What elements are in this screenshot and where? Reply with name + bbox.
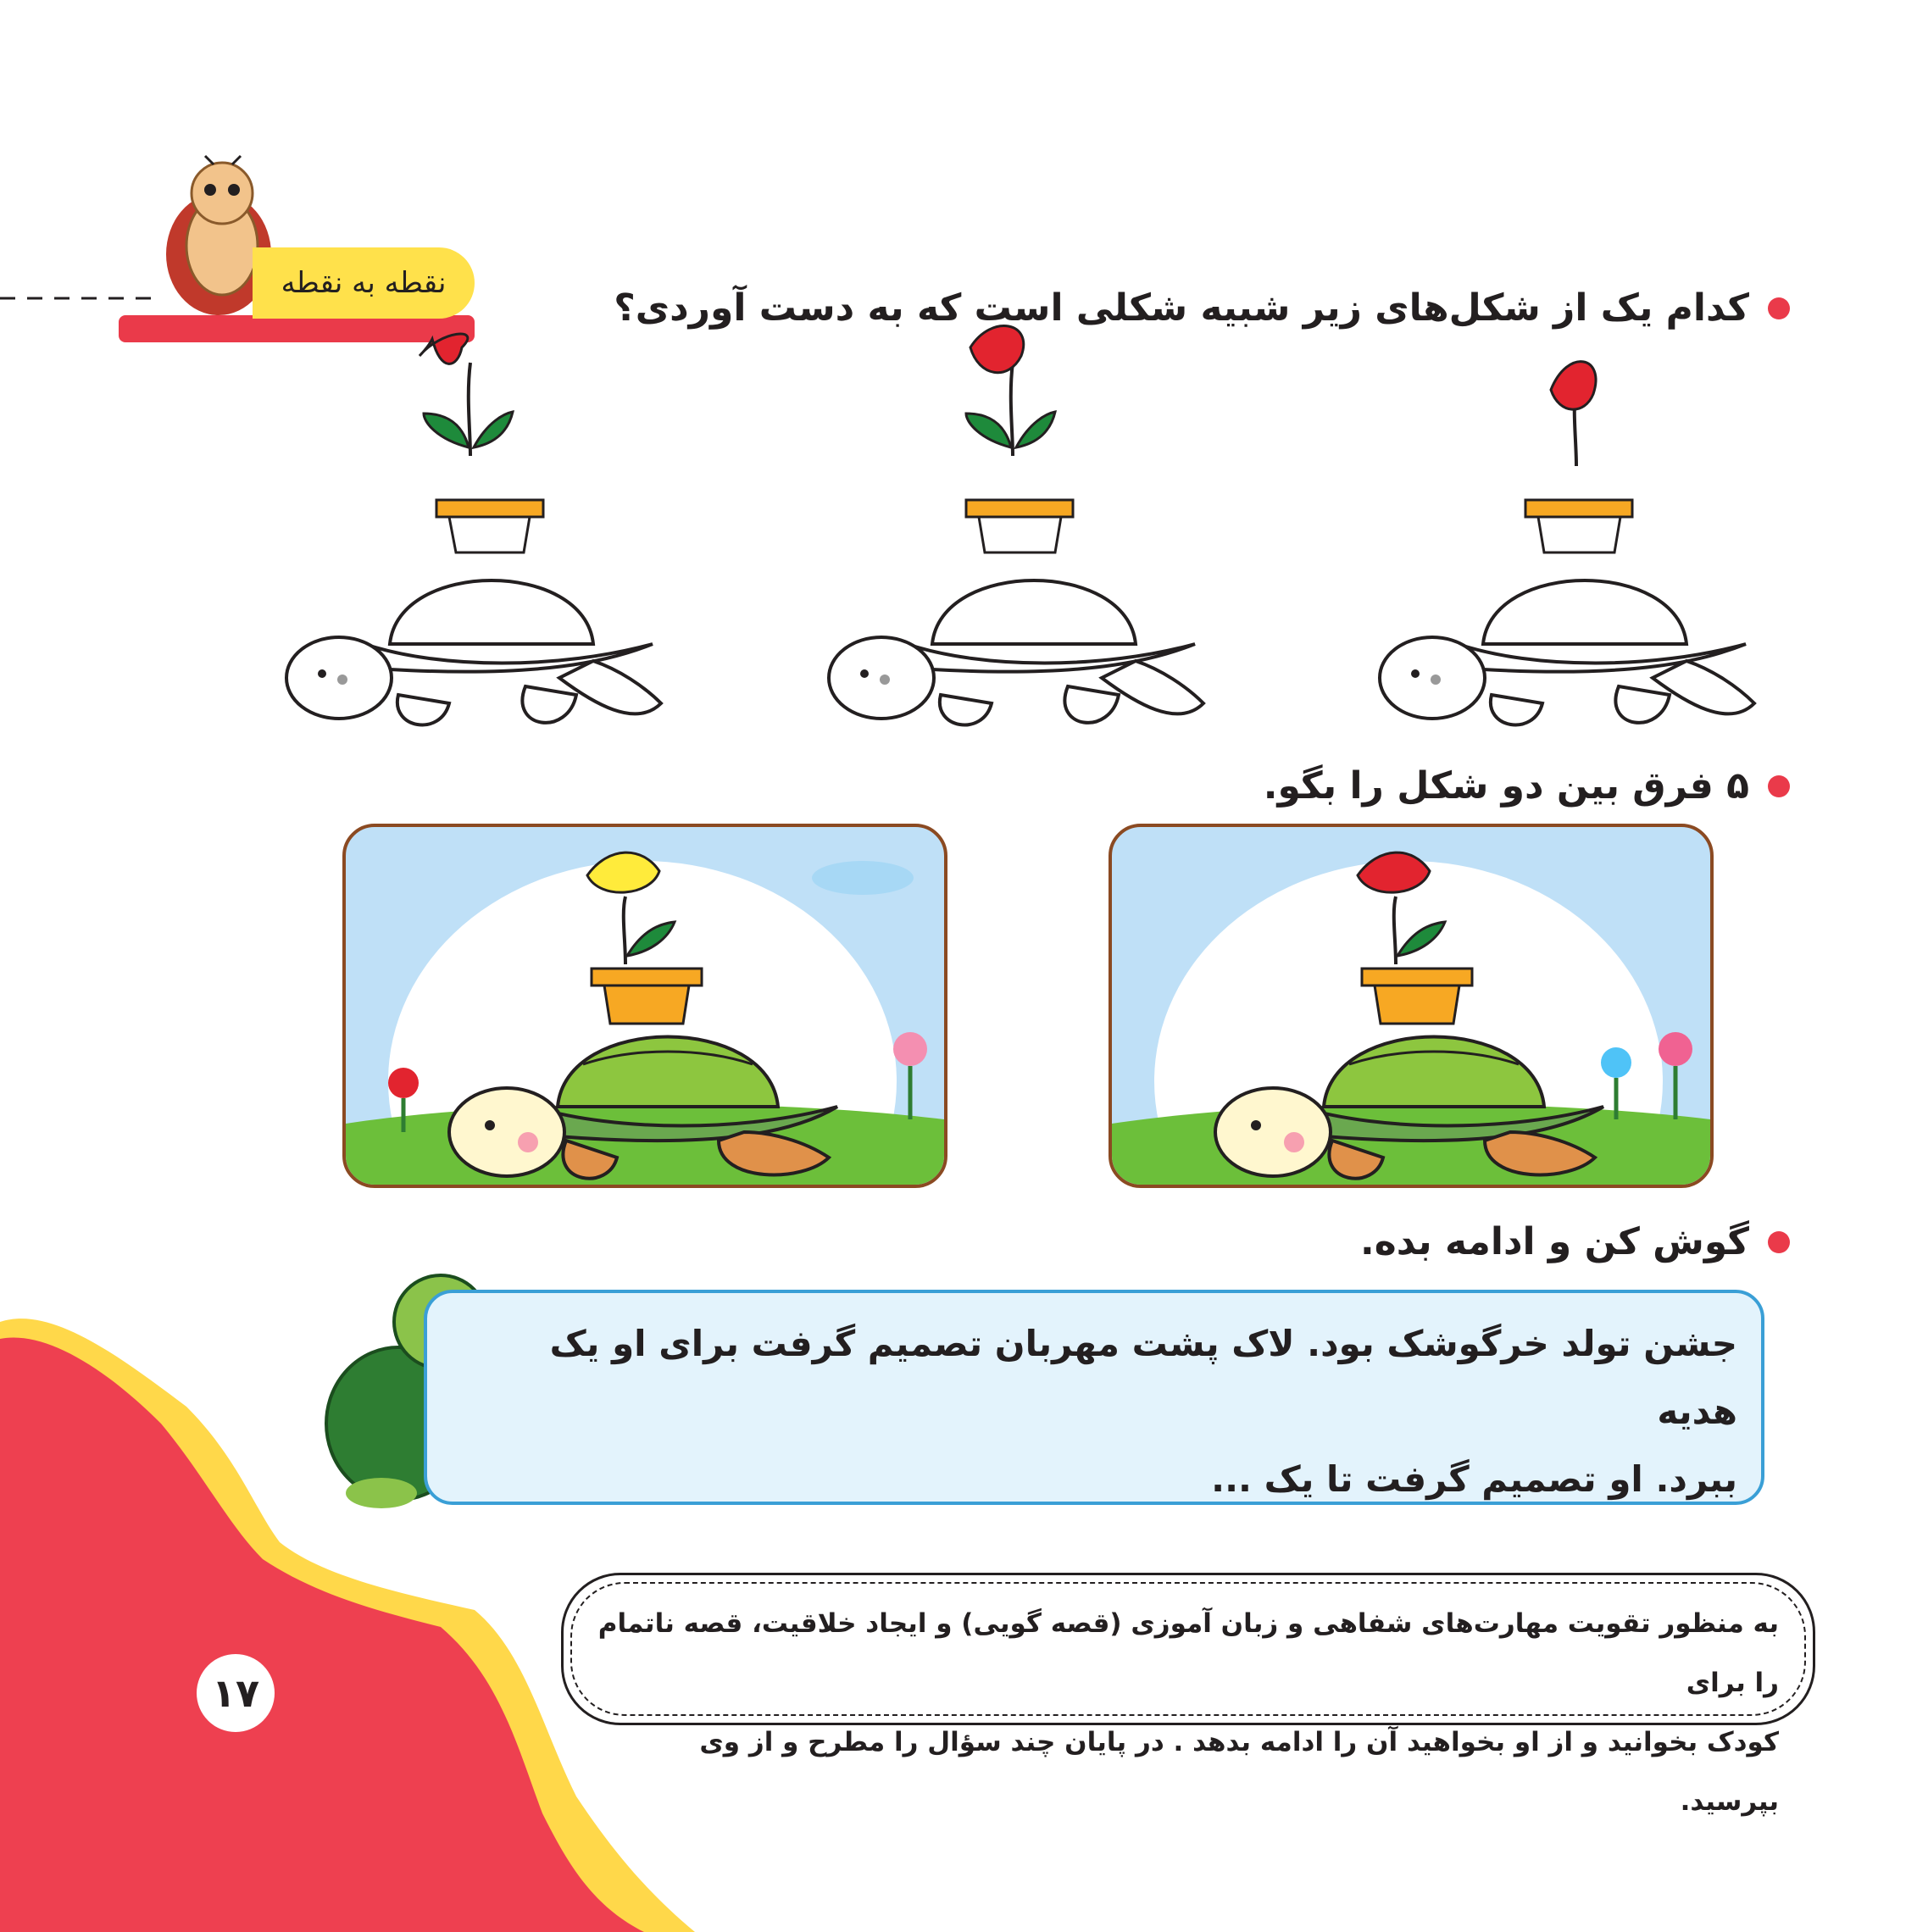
story-text <box>492 1310 1737 1513</box>
question-2 <box>1264 764 1790 808</box>
difference-picture-right <box>1109 824 1714 1188</box>
story-line-1: جشن تولد خرگوشک بود. لاک پشت مهربان تصمیم گرفت برای او یک هدیه <box>549 1323 1737 1432</box>
question-3-text: گوش کن و ادامه بده. <box>1360 1220 1749 1263</box>
parent-note-box <box>561 1573 1815 1817</box>
section-badge: نقطه به نقطه <box>253 247 475 319</box>
note-line-1: به منظور تقویت مهارت‌های شفاهی و زبان آموزی (قصه گویی) و ایجاد خلاقیت، قصه ناتمام را برای <box>597 1608 1779 1698</box>
story-box <box>424 1290 1764 1505</box>
question-1-text: کدام یک از شکل‌های زیر شبیه شکلی است که به دست آوردی؟ <box>614 286 1749 330</box>
story-line-2: ببرد. او تصمیم گرفت تا یک ... <box>1211 1458 1737 1500</box>
note-line-2: کودک بخوانید و از او بخواهید آن را ادامه بدهد . در پایان چند سؤال را مطرح و از وی بپرسید. <box>699 1727 1779 1817</box>
bullet-dot-icon <box>1768 1231 1790 1253</box>
turtle-scene-left <box>346 827 944 1185</box>
bullet-dot-icon <box>1768 297 1790 319</box>
question-1 <box>614 286 1790 330</box>
note-text <box>592 1594 1779 1831</box>
question-2-text: ۵ فرق بین دو شکل را بگو. <box>1263 764 1749 808</box>
question-3 <box>1360 1220 1790 1263</box>
difference-picture-left <box>342 824 947 1188</box>
turtle-scene-right <box>1112 827 1710 1185</box>
bullet-dot-icon <box>1768 775 1790 797</box>
page-number: ۱۷ <box>197 1654 275 1732</box>
